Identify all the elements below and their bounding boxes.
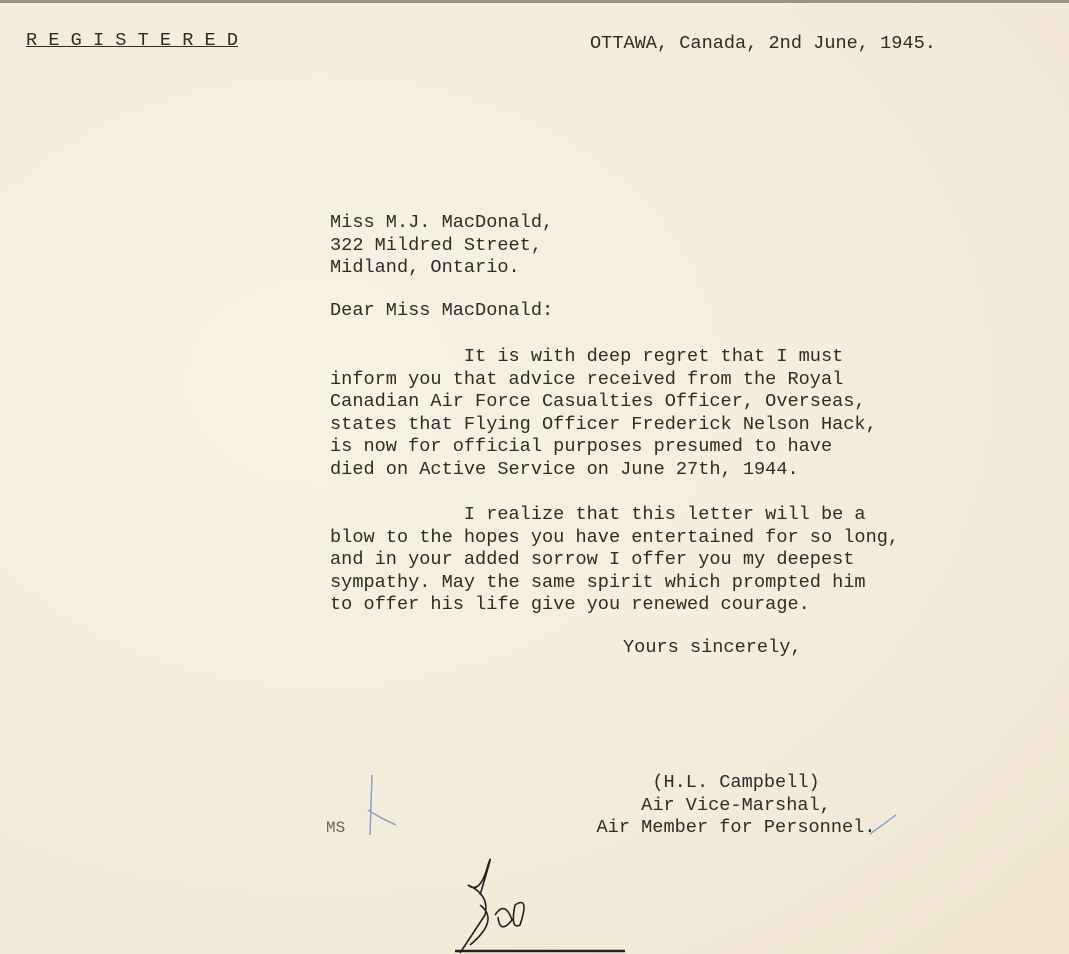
- address-line: Midland, Ontario.: [330, 257, 520, 279]
- handwritten-initials-icon: [440, 845, 640, 954]
- registered-stamp: R E G I S T E R E D: [26, 30, 239, 51]
- recipient-address: [330, 212, 553, 280]
- signer-rank: Air Vice-Marshal,: [641, 794, 831, 816]
- pencil-mark-icon: [360, 770, 410, 840]
- body-paragraph-2: I realize that this letter will be a blow to the hopes you have entertained for so long, and in your added sorrow I offer you my deepest sympathy. May the same spirit which prompted him to offer his life give you renewed courage.: [330, 504, 900, 616]
- closing: Yours sincerely,: [623, 637, 802, 658]
- address-line: 322 Mildred Street,: [330, 234, 543, 256]
- check-mark-icon: [868, 812, 898, 837]
- signer-name: (H.L. Campbell): [652, 772, 820, 793]
- signature-block: [576, 772, 896, 840]
- signer-title: Air Member for Personnel.: [596, 817, 876, 839]
- body-paragraph-1: It is with deep regret that I must inform you that advice received from the Royal Canadian Air Force Casualties Officer, Overseas, states that Flying Officer Frederick Nelson Hack, is now for official purposes presumed to have died on Active Service on June 27th, 1944.: [330, 346, 877, 480]
- page-edge: [0, 0, 1069, 3]
- date-line: OTTAWA, Canada, 2nd June, 1945.: [590, 33, 936, 54]
- address-line: Miss M.J. MacDonald,: [330, 212, 554, 233]
- typist-initials: MS: [326, 819, 346, 837]
- salutation: Dear Miss MacDonald:: [330, 300, 554, 321]
